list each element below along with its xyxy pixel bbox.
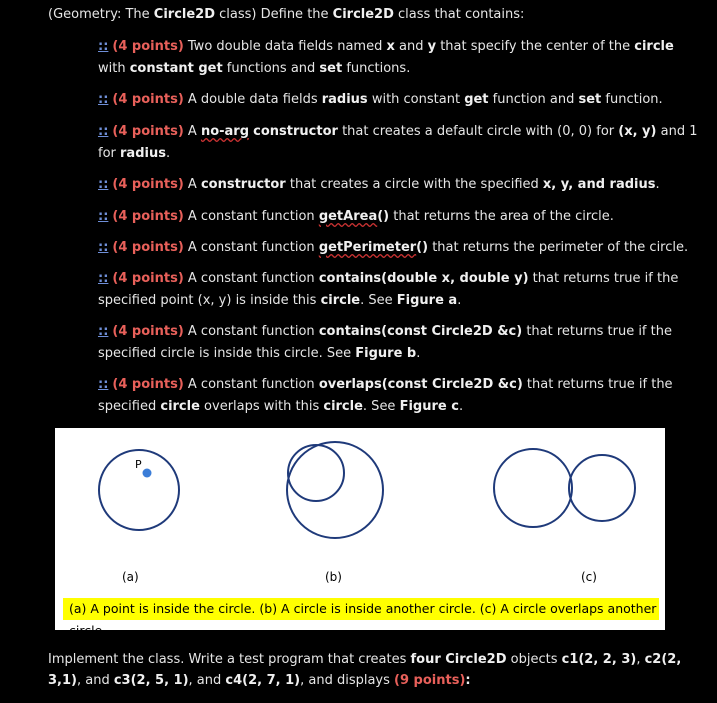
circle-diagram xyxy=(55,428,665,598)
bullet-icon: :: xyxy=(98,271,109,286)
text-bold: Figure b xyxy=(355,346,417,361)
text-bold: (x, y) xyxy=(618,124,657,139)
text: . See xyxy=(362,399,400,414)
text-bold: () xyxy=(416,240,429,255)
text: . xyxy=(457,293,462,308)
requirement-item-continuation xyxy=(98,145,170,163)
text: that returns the area of the circle. xyxy=(389,209,614,224)
text: . xyxy=(165,146,171,161)
bullet-icon: :: xyxy=(98,324,109,339)
object-c2-rest: 3,1) xyxy=(48,673,77,688)
text: for xyxy=(98,146,121,161)
text-bold: Figure a xyxy=(396,293,458,308)
text-bold: getArea xyxy=(318,209,378,224)
text: overlaps with this xyxy=(199,399,324,414)
text: Implement the class. Write a test program that creates xyxy=(48,652,411,667)
text: functions and xyxy=(222,61,320,76)
text-bold: getPerimeter xyxy=(318,240,417,255)
points-label: (4 points) xyxy=(112,124,184,139)
bullet-icon: :: xyxy=(98,377,109,392)
requirement-item-continuation xyxy=(98,398,463,416)
figure-label-c: (c) xyxy=(581,570,597,584)
text: , and xyxy=(76,673,114,688)
object-c1: c1(2, 2, 3) xyxy=(561,652,637,667)
text: that specify the center of the xyxy=(436,39,635,54)
object-c2: c2(2, xyxy=(644,652,682,667)
intro-class-name: Circle2D xyxy=(153,7,216,22)
requirement-item xyxy=(98,270,678,288)
requirement-item-continuation xyxy=(98,60,410,78)
text: A constant function xyxy=(183,240,319,255)
text: with xyxy=(98,61,130,76)
figure-caption: (a) A point is inside the circle. (b) A circle is inside another circle. (c) A circle overlaps another circle. xyxy=(63,598,659,620)
bullet-icon: :: xyxy=(98,124,109,139)
bullet-icon: :: xyxy=(98,177,109,192)
text-bold: x, y, and radius xyxy=(542,177,656,192)
text-bold: set xyxy=(578,92,602,107)
requirement-item-continuation xyxy=(98,345,420,363)
text-bold: contains(const Circle2D &c) xyxy=(318,324,523,339)
text-bold: four Circle2D xyxy=(410,652,507,667)
point-p-icon xyxy=(143,469,152,478)
text: A constant function xyxy=(183,377,319,392)
requirement-item xyxy=(98,239,688,257)
text: that creates a circle with the specified xyxy=(285,177,543,192)
text-bold: circle xyxy=(320,293,361,308)
text: . xyxy=(416,346,421,361)
text: , and xyxy=(188,673,226,688)
circle-c-left xyxy=(494,449,572,527)
points-label: (4 points) xyxy=(112,271,184,286)
text-bold: constructor xyxy=(253,124,338,139)
points-label: (9 points) xyxy=(394,673,466,688)
intro-heading xyxy=(48,6,524,24)
circle-figure xyxy=(55,428,665,638)
text-bold: overlaps(const Circle2D &c) xyxy=(318,377,523,392)
requirement-item-continuation xyxy=(98,292,461,310)
text: specified xyxy=(98,399,161,414)
text: , xyxy=(636,652,645,667)
circle-c-right xyxy=(569,455,635,521)
point-label: P xyxy=(135,458,142,471)
requirement-item xyxy=(98,123,697,141)
text-bold: get xyxy=(464,92,489,107)
requirement-item xyxy=(98,376,673,394)
text: that returns true if the xyxy=(522,377,673,392)
requirement-item xyxy=(98,91,663,109)
points-label: (4 points) xyxy=(112,177,184,192)
text: , and displays xyxy=(300,673,395,688)
object-c3: c3(2, 5, 1) xyxy=(113,673,189,688)
text: that creates a default circle with (0, 0) for xyxy=(337,124,619,139)
requirement-item xyxy=(98,176,660,194)
points-label: (4 points) xyxy=(112,377,184,392)
points-label: (4 points) xyxy=(112,240,184,255)
text: function and xyxy=(488,92,579,107)
points-label: (4 points) xyxy=(112,92,184,107)
outro-line-2 xyxy=(48,672,471,690)
points-label: (4 points) xyxy=(112,39,184,54)
circle-b-inner xyxy=(288,445,344,501)
text-bold: radius xyxy=(321,92,368,107)
text-bold: circle xyxy=(634,39,674,54)
text: A constant function xyxy=(183,271,319,286)
text: and 1 xyxy=(656,124,698,139)
text: A double data fields xyxy=(183,92,322,107)
text: and xyxy=(394,39,428,54)
text: A constant function xyxy=(183,324,319,339)
points-label: (4 points) xyxy=(112,324,184,339)
intro-class-name-2: Circle2D xyxy=(332,7,394,22)
text-bold: contains(double x, double y) xyxy=(318,271,529,286)
object-c4: c4(2, 7, 1) xyxy=(225,673,301,688)
text-bold: circle xyxy=(160,399,200,414)
text: specified circle is inside this circle. See xyxy=(98,346,356,361)
text: function. xyxy=(601,92,663,107)
text: A xyxy=(183,177,201,192)
requirement-item xyxy=(98,38,674,56)
text-bold: () xyxy=(377,209,390,224)
text-bold: x xyxy=(386,39,395,54)
circle-b-outer xyxy=(287,442,383,538)
figure-label-b: (b) xyxy=(325,570,342,584)
bullet-icon: :: xyxy=(98,39,109,54)
text: that returns true if the xyxy=(522,324,672,339)
bullet-icon: :: xyxy=(98,92,109,107)
points-label: (4 points) xyxy=(112,209,184,224)
text: with constant xyxy=(367,92,465,107)
text-bold: set xyxy=(319,61,343,76)
requirement-item xyxy=(98,208,614,226)
text-bold: : xyxy=(465,673,471,688)
bullet-icon: :: xyxy=(98,240,109,255)
requirement-item xyxy=(98,323,672,341)
bullet-icon: :: xyxy=(98,209,109,224)
text: that returns true if the xyxy=(528,271,679,286)
text-bold: constant get xyxy=(129,61,223,76)
text-bold: no-arg xyxy=(200,124,250,139)
intro-middle: class) Define the xyxy=(215,7,333,22)
text: specified point (x, y) is inside this xyxy=(98,293,321,308)
text-bold: y xyxy=(427,39,437,54)
text: Two double data fields named xyxy=(183,39,387,54)
text: . xyxy=(655,177,660,192)
text-bold: Figure c xyxy=(399,399,459,414)
text: functions. xyxy=(342,61,411,76)
text-bold: radius xyxy=(120,146,166,161)
text: that returns the perimeter of the circle. xyxy=(428,240,689,255)
intro-prefix: (Geometry: The xyxy=(48,7,154,22)
text-bold: circle xyxy=(323,399,363,414)
text: A constant function xyxy=(183,209,319,224)
text: objects xyxy=(506,652,562,667)
text-bold: constructor xyxy=(200,177,286,192)
text: . xyxy=(458,399,464,414)
text: . See xyxy=(360,293,397,308)
intro-suffix: class that contains: xyxy=(393,7,525,22)
figure-label-a: (a) xyxy=(122,570,139,584)
outro-line-1 xyxy=(48,651,681,669)
text: A xyxy=(183,124,201,139)
